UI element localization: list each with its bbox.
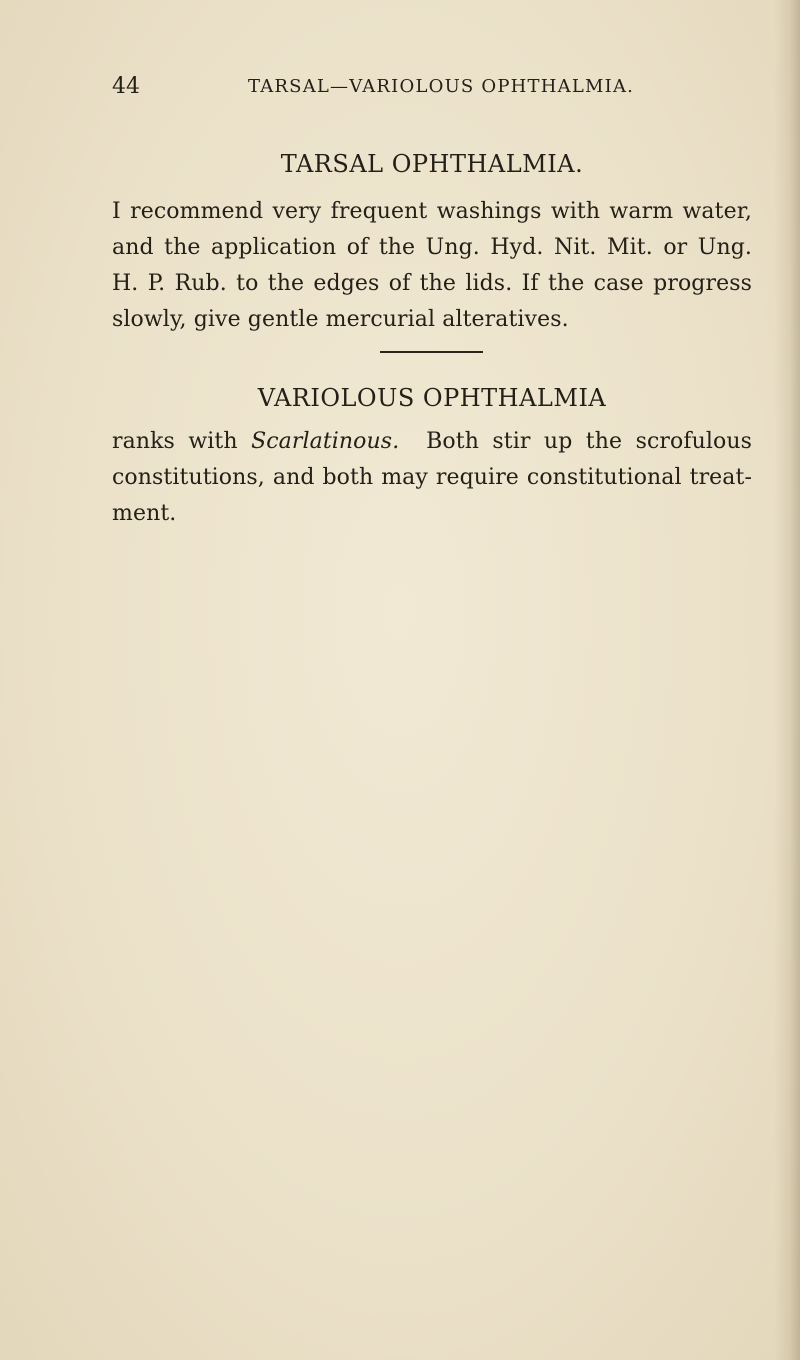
section-divider-rule	[380, 351, 483, 353]
section-heading-tarsal: TARSAL OPHTHALMIA.	[280, 150, 584, 178]
text-run: Both stir up the scrofulous	[399, 429, 752, 454]
page-edge-shadow	[774, 0, 800, 1360]
text-line: slowly, give gentle mercurial alteratives.	[112, 307, 569, 332]
text-line: constitutions, and both may require constitutional treat-	[112, 465, 752, 490]
running-head-title: TARSAL—VARIOLOUS OPHTHALMIA.	[248, 76, 635, 97]
text-run: ranks with	[112, 429, 252, 454]
section-heading-variolous: VARIOLOUS OPHTHALMIA	[257, 384, 607, 412]
text-line	[112, 424, 752, 460]
paragraph-tarsal	[112, 194, 752, 338]
page-number: 44	[112, 74, 140, 99]
text-line: H. P. Rub. to the edges of the lids. If the case progress	[112, 271, 752, 296]
italic-term: Scarlatinous.	[251, 429, 400, 454]
text-line: and the application of the Ung. Hyd. Nit. Mit. or Ung.	[112, 235, 752, 260]
running-head	[112, 74, 752, 104]
text-line: ment.	[112, 501, 177, 526]
text-line: I recommend very frequent washings with warm water,	[112, 199, 752, 224]
paragraph-variolous	[112, 424, 752, 532]
